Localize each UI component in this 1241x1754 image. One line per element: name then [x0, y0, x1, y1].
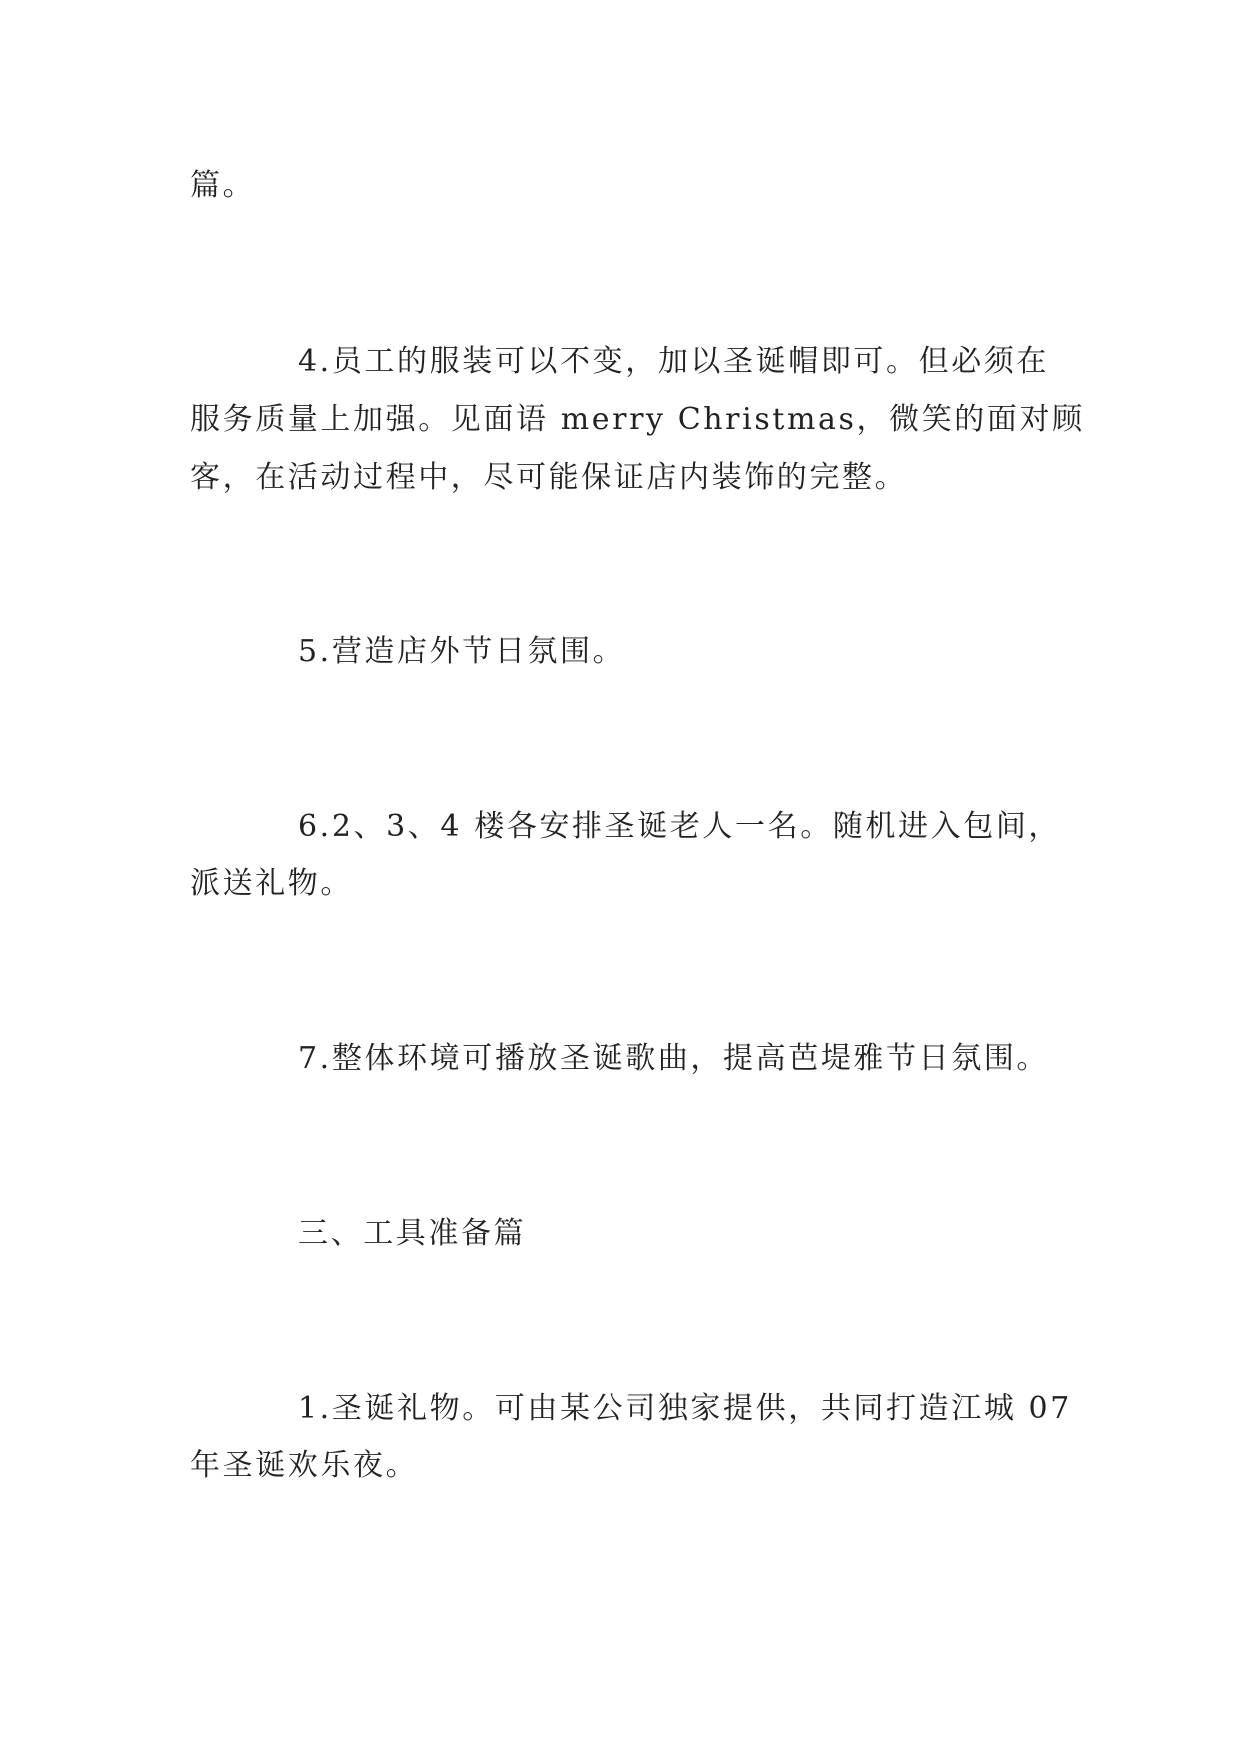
paragraph-continuation: 篇。 — [190, 168, 256, 203]
item-6-line-1: 6.2、3、4 楼各安排圣诞老人一名。随机进入包间， — [298, 809, 1062, 844]
tool-item-1-line-1: 1.圣诞礼物。可由某公司独家提供，共同打造江城 07 — [298, 1391, 1072, 1426]
item-4-line-1: 4.员工的服装可以不变，加以圣诞帽即可。但必须在 — [298, 344, 1050, 379]
item-5: 5.营造店外节日氛围。 — [298, 634, 626, 669]
section-heading: 三、工具准备篇 — [298, 1216, 527, 1251]
item-4-line-3: 客，在活动过程中，尽可能保证店内装饰的完整。 — [190, 460, 908, 495]
item-6-line-2: 派送礼物。 — [190, 866, 353, 901]
item-7: 7.整体环境可播放圣诞歌曲，提高芭堤雅节日氛围。 — [298, 1041, 1050, 1076]
item-4-line-2: 服务质量上加强。见面语 merry Christmas，微笑的面对顾 — [190, 402, 1085, 437]
tool-item-1-line-2: 年圣诞欢乐夜。 — [190, 1448, 419, 1483]
